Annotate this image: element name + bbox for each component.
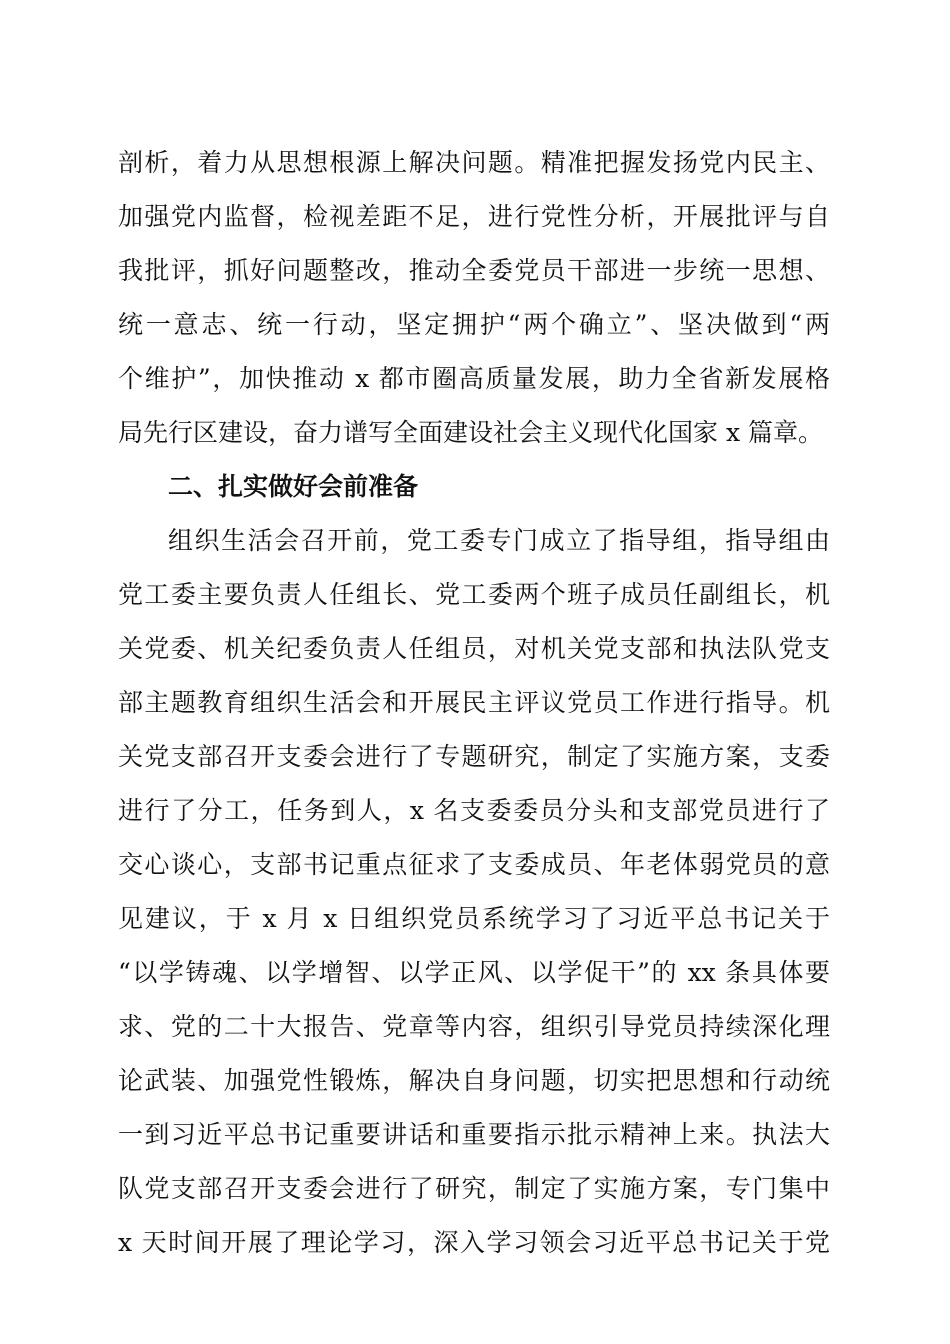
text-line: 我批评，抓好问题整改，推动全委党员干部进一步统一思想、 xyxy=(118,256,830,285)
text-line: 求、党的二十大报告、党章等内容，组织引导党员持续深化理 xyxy=(118,1012,830,1041)
text-line: 部主题教育组织生活会和开展民主评议党员工作进行指导。机 xyxy=(118,688,830,717)
text-line: 党工委主要负责人任组长、党工委两个班子成员任副组长，机 xyxy=(118,580,830,609)
paragraph-1 xyxy=(118,136,830,460)
text-line: “以学铸魂、以学增智、以学正风、以学促干”的 xx 条具体要 xyxy=(118,958,830,987)
text-line: x 天时间开展了理论学习，深入学习领会习近平总书记关于党 xyxy=(118,1228,830,1257)
text-line: 局先行区建设，奋力谱写全面建设社会主义现代化国家 x 篇章。 xyxy=(118,418,823,447)
text-line: 加强党内监督，检视差距不足，进行党性分析，开展批评与自 xyxy=(118,202,830,231)
text-line: 进行了分工，任务到人，x 名支委委员分头和支部党员进行了 xyxy=(118,796,830,825)
document-page xyxy=(118,136,830,1270)
text-line: 统一意志、统一行动，坚定拥护“两个确立”、坚决做到“两 xyxy=(118,310,830,339)
text-line: 队党支部召开支委会进行了研究，制定了实施方案，专门集中 xyxy=(118,1174,830,1203)
text-line: 组织生活会召开前，党工委专门成立了指导组，指导组由 xyxy=(168,526,830,555)
text-line: 一到习近平总书记重要讲话和重要指示批示精神上来。执法大 xyxy=(118,1120,830,1149)
text-line: 个维护”，加快推动 x 都市圈高质量发展，助力全省新发展格 xyxy=(118,364,830,393)
text-line: 关党委、机关纪委负责人任组员，对机关党支部和执法队党支 xyxy=(118,634,830,663)
text-line: 关党支部召开支委会进行了专题研究，制定了实施方案，支委 xyxy=(118,742,830,771)
section-heading: 二、扎实做好会前准备 xyxy=(168,472,419,501)
text-line: 交心谈心，支部书记重点征求了支委成员、年老体弱党员的意 xyxy=(118,850,830,879)
paragraph-2 xyxy=(118,514,830,1270)
text-line: 剖析，着力从思想根源上解决问题。精准把握发扬党内民主、 xyxy=(118,148,830,177)
text-line: 论武装、加强党性锻炼，解决自身问题，切实把思想和行动统 xyxy=(118,1066,830,1095)
text-line: 见建议，于 x 月 x 日组织党员系统学习了习近平总书记关于 xyxy=(118,904,830,933)
